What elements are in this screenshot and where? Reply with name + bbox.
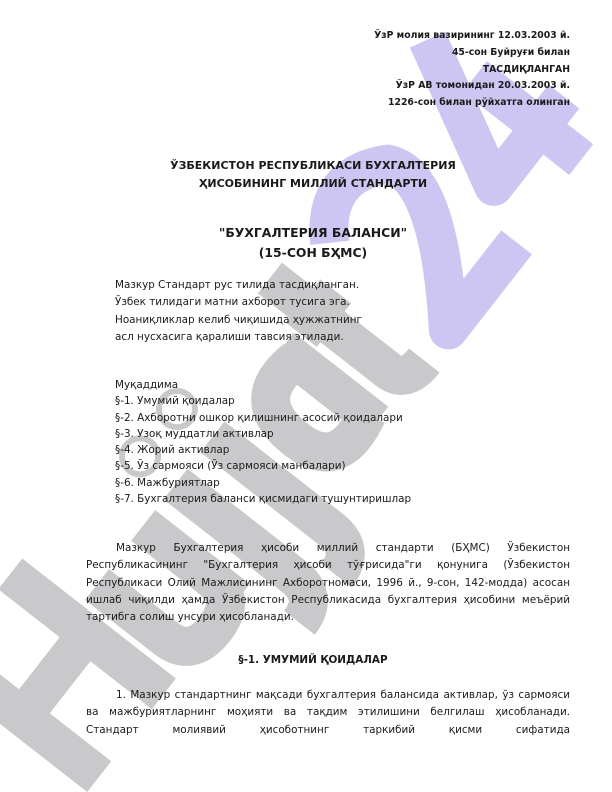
toc-item: §-2. Ахборотни ошкор қилишнинг асосий қоидалари <box>115 411 403 424</box>
toc-item: §-6. Мажбуриятлар <box>115 476 220 489</box>
approval-line: 1226-сон билан рўйхатга олинган <box>388 97 570 109</box>
title-line: ЎЗБЕКИСТОН РЕСПУБЛИКАСИ БУХГАЛТЕРИЯ <box>170 159 456 172</box>
preamble-paragraph: Мазкур Бухгалтерия ҳисоби миллий стандарти (БҲМС) Ўзбекистон Республикасининг "Бухгалтерия ҳисоби тўғрисида"ги қонунига (Ўзбекистон Республикаси Олий Мажлисининг Ахборотномаси, 1996 й., 9-сон, 142-модда) асосан ишлаб чиқилди ҳамда Ўзбекистон Республикасида бухгалтерия ҳисобини меъёрий тартибга солиш унсури ҳисобланади. <box>86 542 570 624</box>
language-notice <box>115 277 362 347</box>
toc-item: §-5. Ўз сармояси (Ўз сармояси манбалари) <box>115 460 346 473</box>
document-title <box>0 157 612 193</box>
approval-line: ТАСДИҚЛАНГАН <box>482 63 570 75</box>
toc-item: §-1. Умумий қоидалар <box>115 395 235 408</box>
approval-stamp <box>374 28 570 112</box>
title-line: ҲИСОБИНИНГ МИЛЛИЙ СТАНДАРТИ <box>198 177 428 190</box>
document-subtitle <box>0 223 612 263</box>
notice-line: Ноаниқликлар келиб чиқишида ҳужжатнинг <box>115 313 362 326</box>
approval-line: 45-сон Буйруғи билан <box>451 46 570 58</box>
section-heading: §-1. УМУМИЙ ҚОИДАЛАР <box>238 654 388 666</box>
notice-line: Ўзбек тилидаги матни ахборот тусига эга. <box>115 296 350 309</box>
approval-line: ЎзР молия вазирининг 12.03.2003 й. <box>374 30 570 41</box>
toc-item: §-3. Узоқ муддатли активлар <box>115 427 274 440</box>
toc-item: Муқаддима <box>115 379 179 391</box>
toc-item: §-7. Бухгалтерия баланси қисмидаги тушунтиришлар <box>115 493 412 506</box>
subtitle-line: "БУХГАЛТЕРИЯ БАЛАНСИ" <box>218 225 408 240</box>
table-of-contents <box>115 377 411 507</box>
approval-line: ЎзР АВ томонидан 20.03.2003 й. <box>395 80 570 92</box>
subtitle-line: (15-СОН БҲМС) <box>258 245 368 260</box>
notice-line: Мазкур Стандарт рус тилида тасдиқланган. <box>115 279 360 291</box>
notice-line: асл нусхасига қаралиши тавсия этилади. <box>115 331 344 344</box>
section-paragraph: 1. Мазкур стандартнинг мақсади бухгалтерия балансида активлар, ўз сармояси ва мажбуриятларнинг моҳияти ва тақдим этилишини белгилаш ҳисобланади. Стандарт молиявий ҳисоботнинг таркибий қисми сифатида <box>86 689 570 736</box>
toc-item: §-4. Жорий активлар <box>115 444 230 457</box>
